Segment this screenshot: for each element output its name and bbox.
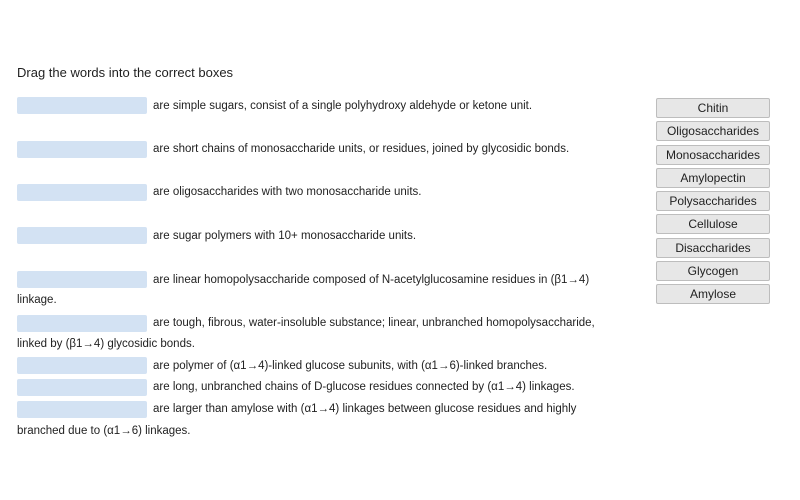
statement-2-text: are short chains of monosaccharide units, or residues, joined by glycosidic bonds. [153,143,570,155]
statement-6-continuation: linked by (β1→4) glycosidic bonds. [17,338,195,350]
statement-3-text: are oligosaccharides with two monosaccharide units. [153,186,422,198]
statement-9-continuation: branched due to (α1→6) linkages. [17,425,191,437]
word-chip-polysaccharides[interactable]: Polysaccharides [656,191,770,211]
word-chip-oligosaccharides[interactable]: Oligosaccharides [656,121,770,141]
drop-box-7[interactable] [17,357,147,374]
word-chip-monosaccharides[interactable]: Monosaccharides [656,145,770,165]
word-chip-amylose[interactable]: Amylose [656,284,770,304]
statement-6-text: are tough, fibrous, water-insoluble substance; linear, unbranched homopolysaccharide, [153,317,595,329]
word-chip-chitin[interactable]: Chitin [656,98,770,118]
statement-1-text: are simple sugars, consist of a single polyhydroxy aldehyde or ketone unit. [153,100,533,112]
drop-box-2[interactable] [17,141,147,158]
word-chip-glycogen[interactable]: Glycogen [656,261,770,281]
drop-box-9[interactable] [17,401,147,418]
drop-box-1[interactable] [17,97,147,114]
statement-5-text: are linear homopolysaccharide composed of N-acetylglucosamine residues in (β1→4) [153,274,590,286]
drop-box-4[interactable] [17,227,147,244]
statement-5-continuation: linkage. [17,294,57,306]
drop-box-3[interactable] [17,184,147,201]
word-chip-amylopectin[interactable]: Amylopectin [656,168,770,188]
drop-box-6[interactable] [17,315,147,332]
statement-7-text: are polymer of (α1→4)-linked glucose subunits, with (α1→6)-linked branches. [153,360,548,372]
word-chip-cellulose[interactable]: Cellulose [656,214,770,234]
drop-box-8[interactable] [17,379,147,396]
word-bank [656,98,770,308]
statement-4-text: are sugar polymers with 10+ monosaccharide units. [153,230,417,242]
drop-box-5[interactable] [17,271,147,288]
word-chip-disaccharides[interactable]: Disaccharides [656,238,770,258]
instructions-text: Drag the words into the correct boxes [17,65,234,80]
statement-8-text: are long, unbranched chains of D-glucose residues connected by (α1→4) linkages. [153,381,575,393]
statement-9-text: are larger than amylose with (α1→4) linkages between glucose residues and highly [153,403,577,415]
